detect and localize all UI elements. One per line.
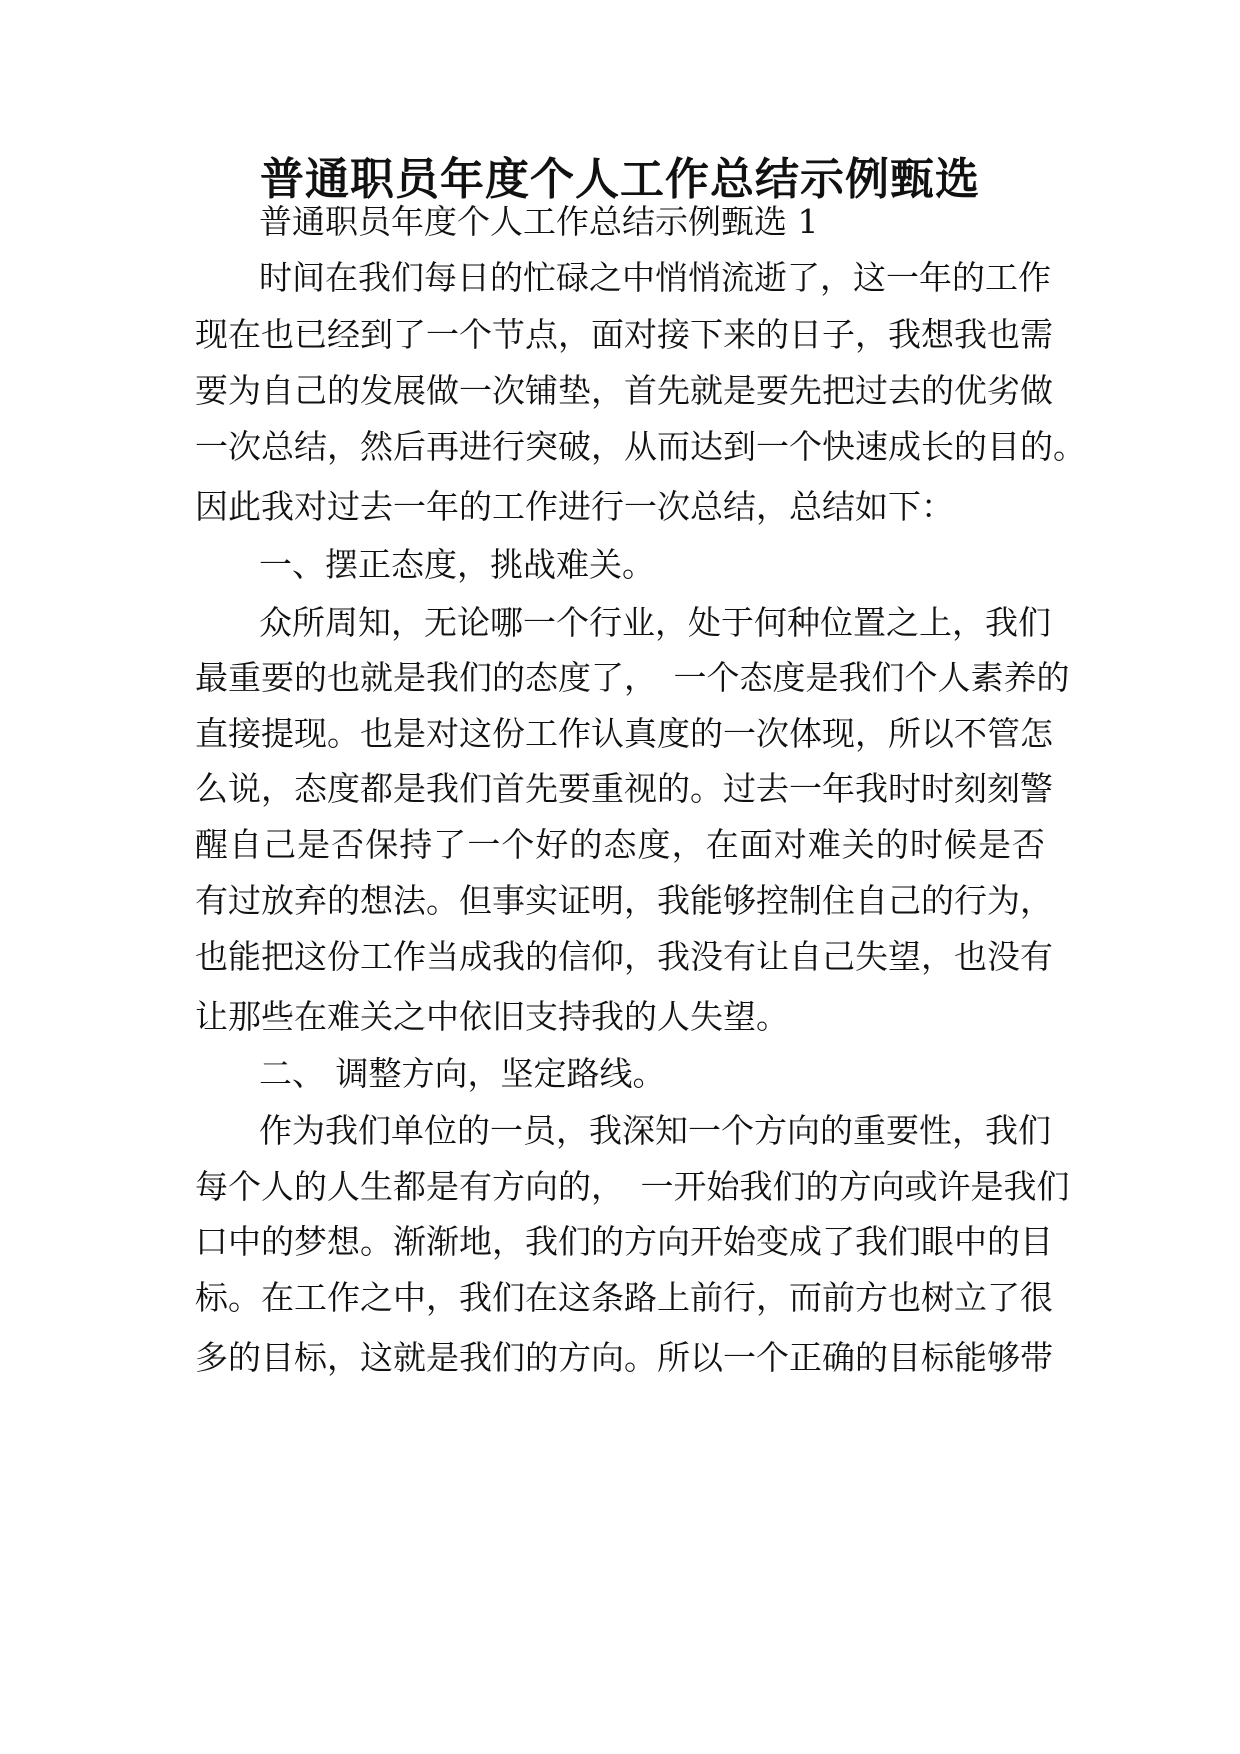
paragraph-line: 现在也已经到了一个节点，面对接下来的日子，我想我也需: [195, 315, 1053, 354]
paragraph-line: 直接提现。也是对这份工作认真度的一次体现，所以不管怎: [195, 714, 1053, 753]
paragraph-line: 一次总结，然后再进行突破，从而达到一个快速成长的目的。: [195, 427, 1086, 466]
paragraph-line: 多的目标，这就是我们的方向。所以一个正确的目标能够带: [195, 1338, 1053, 1377]
paragraph-line: 每个人的人生都是有方向的， 一开始我们的方向或许是我们: [195, 1167, 1070, 1206]
paragraph-line: 么说，态度都是我们首先要重视的。过去一年我时时刻刻警: [195, 769, 1053, 808]
paragraph-line: 要为自己的发展做一次铺垫，首先就是要先把过去的优劣做: [195, 371, 1053, 410]
paragraph-line: 时间在我们每日的忙碌之中悄悄流逝了，这一年的工作: [259, 258, 1051, 297]
paragraph-line: 也能把这份工作当成我的信仰，我没有让自己失望，也没有: [195, 937, 1053, 976]
section-heading: 二、 调整方向，坚定路线。: [259, 1054, 666, 1093]
section-heading: 一、摆正态度，挑战难关。: [259, 545, 655, 584]
section-heading: 普通职员年度个人工作总结示例甄选 1: [259, 202, 819, 241]
paragraph-line: 有过放弃的想法。但事实证明，我能够控制住自己的行为，: [195, 881, 1053, 920]
paragraph-line: 最重要的也就是我们的态度了， 一个态度是我们个人素养的: [195, 658, 1070, 697]
paragraph-line: 醒自己是否保持了一个好的态度，在面对难关的时候是否: [195, 825, 1045, 864]
paragraph-line: 标。在工作之中，我们在这条路上前行，而前方也树立了很: [195, 1278, 1053, 1317]
paragraph-line: 让那些在难关之中依旧支持我的人失望。: [195, 997, 789, 1036]
document-title: 普通职员年度个人工作总结示例甄选: [260, 154, 980, 205]
paragraph-line: 众所周知，无论哪一个行业，处于何种位置之上，我们: [259, 603, 1051, 642]
paragraph-line: 作为我们单位的一员，我深知一个方向的重要性，我们: [259, 1111, 1051, 1150]
paragraph-line: 因此我对过去一年的工作进行一次总结，总结如下：: [195, 487, 954, 526]
paragraph-line: 口中的梦想。渐渐地，我们的方向开始变成了我们眼中的目: [195, 1222, 1053, 1261]
